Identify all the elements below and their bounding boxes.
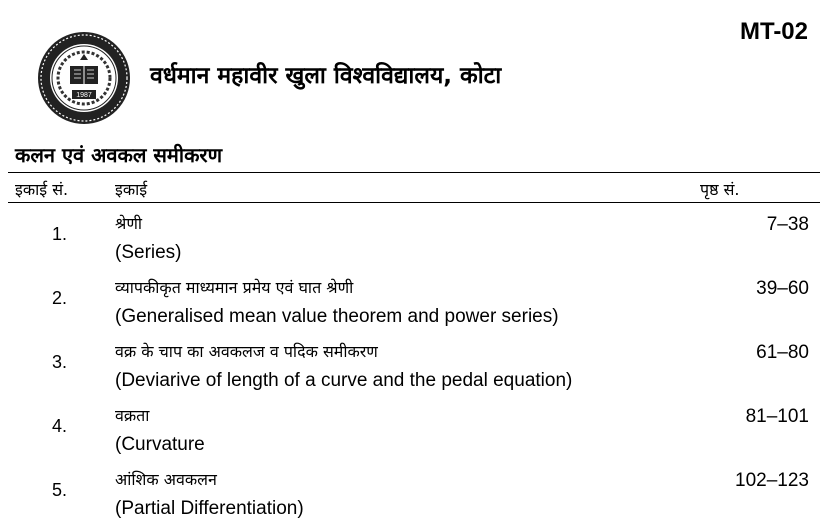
unit-pages: 61–80 <box>756 342 809 363</box>
university-name: वर्धमान महावीर खुला विश्वविद्यालय, कोटा <box>150 63 502 89</box>
unit-title-english: (Series) <box>115 242 182 263</box>
header-unit-number: इकाई सं. <box>15 180 69 199</box>
unit-number: 5. <box>52 480 68 500</box>
unit-title-english: (Generalised mean value theorem and power series) <box>115 306 559 327</box>
table-row <box>0 468 824 532</box>
unit-title-hindi: व्यापकीकृत माध्यमान प्रमेय एवं घात श्रेणी <box>115 278 354 297</box>
unit-title-english: (Partial Differentiation) <box>115 498 304 519</box>
table-row <box>0 212 824 276</box>
header-unit: इकाई <box>115 180 148 199</box>
unit-pages: 7–38 <box>766 214 809 235</box>
unit-number: 4. <box>52 416 68 436</box>
header-page-number: पृष्ठ सं. <box>700 180 740 199</box>
table-row <box>0 340 824 404</box>
unit-pages: 102–123 <box>735 470 809 491</box>
unit-number: 3. <box>52 352 68 372</box>
table-row <box>0 276 824 340</box>
unit-pages: 39–60 <box>756 278 809 299</box>
table-top-rule <box>8 172 820 173</box>
seal-year-plate <box>72 90 96 99</box>
unit-title-hindi: वक्रता <box>115 406 150 425</box>
table-row <box>0 404 824 468</box>
table-header-rule <box>8 202 820 203</box>
course-title: कलन एवं अवकल समीकरण <box>15 143 223 167</box>
unit-number: 1. <box>52 224 68 244</box>
unit-title-hindi: श्रेणी <box>115 214 143 233</box>
unit-title-hindi: आंशिक अवकलन <box>115 470 217 489</box>
course-code: MT-02 <box>739 18 808 45</box>
unit-number: 2. <box>52 288 68 308</box>
unit-title-hindi: वक्र के चाप का अवकलज व पदिक समीकरण <box>115 342 378 361</box>
unit-title-english: (Deviarive of length of a curve and the pedal equation) <box>115 370 573 391</box>
svg-text:1987: 1987 <box>76 92 92 99</box>
university-seal-icon <box>36 30 132 126</box>
unit-title-english: (Curvature <box>115 434 205 455</box>
unit-pages: 81–101 <box>745 406 809 427</box>
